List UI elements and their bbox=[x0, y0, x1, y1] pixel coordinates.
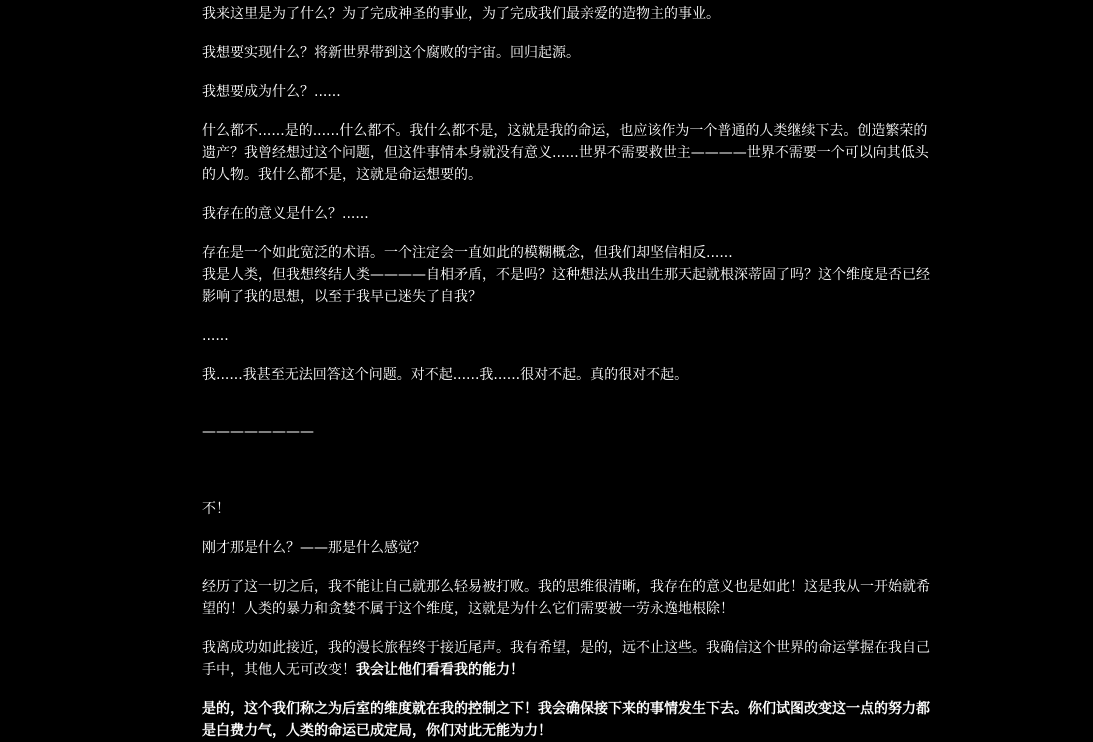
paragraph-5: 我存在的意义是什么？...... bbox=[202, 206, 369, 222]
paragraph-3: 我想要成为什么？...... bbox=[202, 84, 341, 100]
paragraph-2: 我想要实现什么？将新世界带到这个腐败的宇宙。回归起源。 bbox=[202, 45, 580, 61]
paragraph-7: ...... bbox=[202, 328, 229, 344]
paragraph-11: 经历了这一切之后，我不能让自己就那么轻易被打败。我的思维很清晰，我存在的意义也是如此！这是我从一开始就希望的！人类的暴力和贪婪不属于这个维度，这就是为什么它们需要被一劳永逸地根除！ bbox=[202, 579, 930, 617]
paragraph-12-emphasis: 我会让他们看看我的能力！ bbox=[356, 662, 524, 678]
paragraph-6b: 我是人类，但我想终结人类————自相矛盾，不是吗？这种想法从我出生那天起就根深蒂固了吗？这个维度是否已经影响了我的思想，以至于我早已迷失了自我？ bbox=[202, 267, 930, 305]
story-text bbox=[202, 3, 932, 742]
paragraph-10: 刚才那是什么？——那是什么感觉？ bbox=[202, 540, 426, 556]
separator-line: ———————— bbox=[202, 424, 314, 440]
paragraph-13: 是的，这个我们称之为后室的维度就在我的控制之下！我会确保接下来的事情发生下去。你们试图改变这一点的努力都是白费力气，人类的命运已成定局，你们对此无能为力！ bbox=[202, 701, 930, 739]
paragraph-8: 我......我甚至无法回答这个问题。对不起......我......很对不起。真的很对不起。 bbox=[202, 367, 689, 383]
paragraph-4: 什么都不......是的......什么都不。我什么都不是，这就是我的命运，也应该作为一个普通的人类继续下去。创造繁荣的遗产？我曾经想过这个问题，但这件事情本身就没有意义......世界不需要救世主————世界不需要一个可以向其低头的人物。我什么都不是，这就是命运想要的。 bbox=[202, 123, 929, 183]
paragraph-9: 不！ bbox=[202, 501, 230, 517]
paragraph-12-text: 我离成功如此接近，我的漫长旅程终于接近尾声。我有希望，是的，远不止这些。我确信这个世界的命运掌握在我自己手中，其他人无可改变！ bbox=[202, 640, 930, 678]
paragraph-6a: 存在是一个如此宽泛的术语。一个注定会一直如此的模糊概念，但我们却坚信相反...... bbox=[202, 245, 733, 261]
paragraph-1: 我来这里是为了什么？为了完成神圣的事业，为了完成我们最亲爱的造物主的事业。 bbox=[202, 6, 720, 22]
paragraph-12 bbox=[202, 637, 932, 681]
